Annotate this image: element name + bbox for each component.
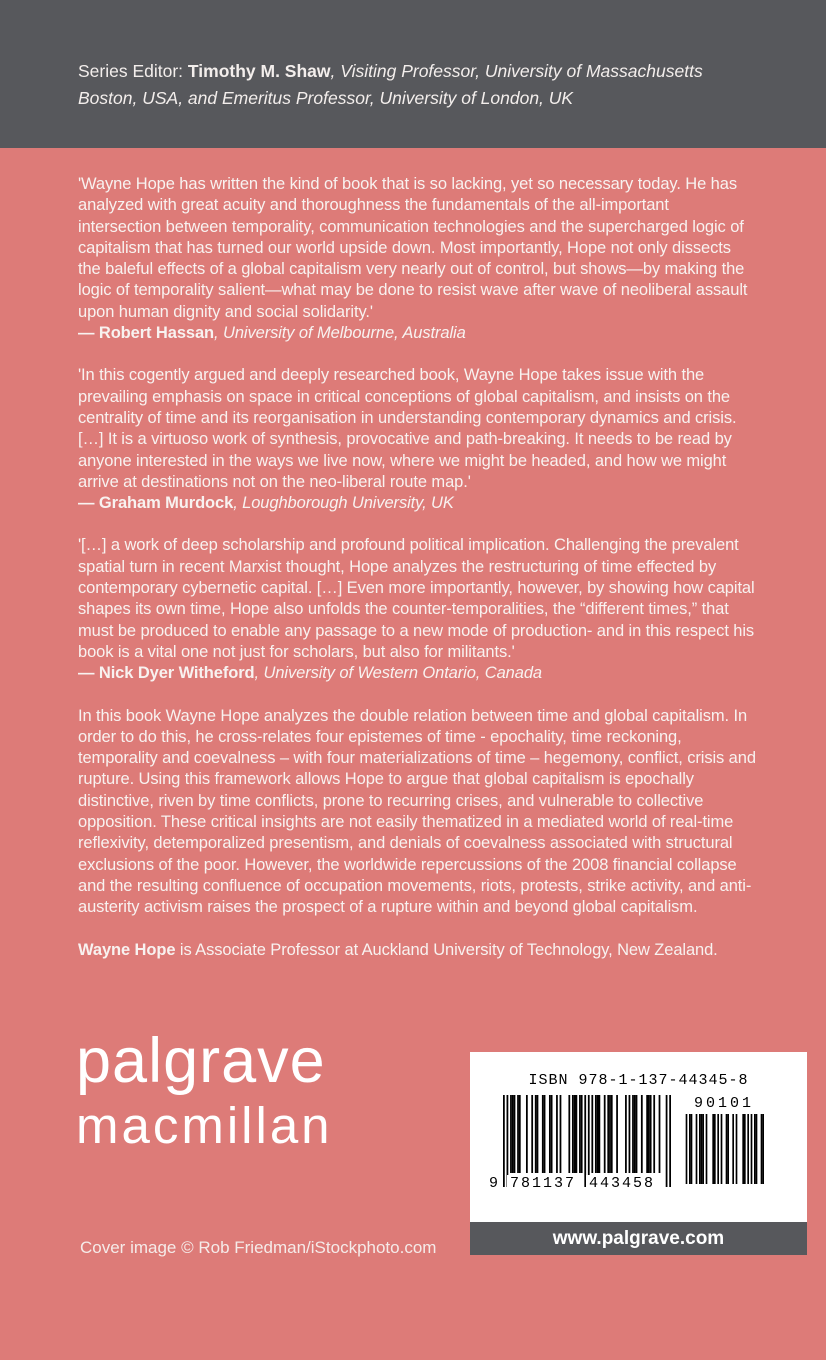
author-bio-line <box>78 940 756 961</box>
book-description: In this book Wayne Hope analyzes the double relation between time and global capitalism. In order to do this, he cross-relates four epistemes of time - epochality, time reckoning, temporality and coevalness – with four materializations of time – hegemony, conflict, crisis and rupture. Using this framework allows Hope to argue that global capitalism is epochally distinctive, riven by time conflicts, prone to recurring crises, and vulnerable to collective opposition. These critical insights are not easily thematized in a mediated world of real-time reflexivity, detemporalized presentism, and denials of coevalness associated with structural exclusions of the poor. However, the worldwide repercussions of the 2008 financial collapse and the resulting confluence of occupation movements, riots, protests, strike activity, and anti-austerity activism raises the prospect of a rupture within and beyond global capitalism. <box>78 706 756 917</box>
barcode-digits-right: 443458 <box>586 1175 658 1192</box>
quote-text: 'Wayne Hope has written the kind of book that is so lacking, yet so necessary today. He has analyzed with great acuity and thoroughness the fundamentals of the all-important intersection between temporality, communication technologies and the supercharged logic of capitalism that has turned our world upside down. Most importantly, Hope not only dissects the baleful effects of a global capitalism very nearly out of control, but shows—by making the logic of temporality salient—what may be done to resist wave after wave of neoliberal assault upon human dignity and social solidarity.' <box>78 175 748 321</box>
publisher-website-band <box>470 1222 807 1255</box>
barcode-white-box <box>470 1052 807 1222</box>
review-quote-2 <box>78 365 756 514</box>
barcode-digit-first: 9 <box>489 1175 501 1192</box>
isbn-label: ISBN 978-1-137-44345-8 <box>528 1072 749 1089</box>
reviewer-affiliation: , University of Western Ontario, Canada <box>254 664 542 683</box>
series-editor-band <box>0 0 826 148</box>
series-editor-affiliation: , Visiting Professor, University of Massachusetts Boston, USA, and Emeritus Professor, University of London, UK <box>78 61 703 108</box>
barcode-digits-left: 781137 <box>507 1175 579 1192</box>
publisher-logo-macmillan: macmillan <box>76 1097 333 1154</box>
author-bio-rest: is Associate Professor at Auckland University of Technology, New Zealand. <box>175 940 718 959</box>
series-editor-prefix: Series Editor: <box>78 61 188 81</box>
quote-attribution <box>78 663 756 684</box>
addon-barcode <box>684 1095 764 1184</box>
addon-digits: 90101 <box>693 1095 754 1112</box>
publisher-website: www.palgrave.com <box>552 1228 725 1249</box>
quote-text: 'In this cogently argued and deeply researched book, Wayne Hope takes issue with the prevailing emphasis on space in critical conceptions of global capitalism, and insists on the centrality of time and its reorganisation in understanding contemporary dynamics and crisis. […] It is a virtuoso work of synthesis, provocative and path-breaking. It needs to be read by anyone interested in the ways we live now, where we might be headed, and how we might arrive at destinations not on the neo-liberal route map.' <box>78 366 737 491</box>
reviewer-name: — Graham Murdock <box>78 494 234 513</box>
blurb-content <box>78 148 756 961</box>
barcode-row <box>470 1095 807 1192</box>
barcode-digits <box>489 1175 658 1192</box>
addon-bars <box>684 1114 764 1184</box>
review-quote-1 <box>78 174 756 344</box>
ean13-bars <box>503 1095 671 1187</box>
series-editor-text <box>78 58 756 112</box>
quote-attribution <box>78 493 756 514</box>
reviewer-name: — Robert Hassan <box>78 324 215 343</box>
reviewer-affiliation: , University of Melbourne, Australia <box>214 324 466 343</box>
ean13-barcode <box>489 1095 671 1192</box>
cover-image-credit: Cover image © Rob Friedman/iStockphoto.com <box>80 1238 437 1257</box>
author-name: Wayne Hope <box>78 940 176 959</box>
quote-attribution <box>78 323 756 344</box>
reviewer-name: — Nick Dyer Witheford <box>78 664 255 683</box>
reviewer-affiliation: , Loughborough University, UK <box>233 494 454 513</box>
quote-text: '[…] a work of deep scholarship and profound political implication. Challenging the prevalent spatial turn in recent Marxist thought, Hope analyzes the restructuring of time effected by contemporary cybernetic capital. […] Even more importantly, however, by showing how capital shapes its own time, Hope also unfolds the counter-temporalities, the “different times,” that must be produced to enable any passage to a new mode of production- and in this respect his book is a vital one not just for scholars, but also for militants.' <box>78 536 755 661</box>
series-editor-name: Timothy M. Shaw <box>187 61 331 81</box>
review-quote-3 <box>78 535 756 684</box>
publisher-logo-palgrave: palgrave <box>76 1026 326 1096</box>
publisher-logo <box>76 1027 333 1153</box>
barcode-panel <box>470 1052 807 1255</box>
